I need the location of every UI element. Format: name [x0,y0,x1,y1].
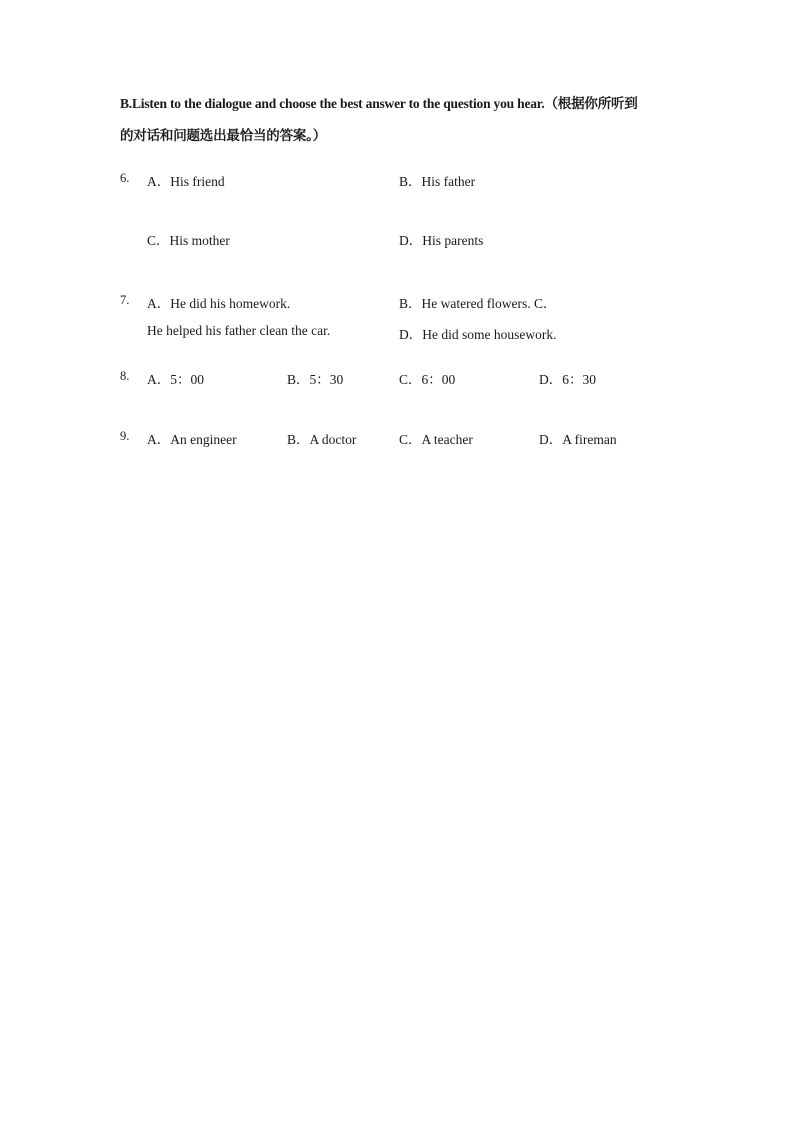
question-number: 8. [120,369,130,383]
section-heading-line-2: 的对话和问题选出最恰当的答案。） [120,128,327,143]
option-d: D．6：30 [539,372,596,387]
question-number: 7. [120,293,130,307]
option-b: B．A doctor [287,432,357,447]
option-a: A．His friend [147,174,225,189]
option-b: B．His father [399,174,476,189]
option-a: A．An engineer [147,432,237,447]
section-heading-line-1: B.Listen to the dialogue and choose the best answer to the question you hear.（根据你所听到 [120,96,638,111]
option-d: D．A fireman [539,432,617,447]
option-d: D．He did some housework. [399,327,557,342]
option-c: C．His mother [147,233,230,248]
option-c: C．A teacher [399,432,473,447]
option-c: He helped his father clean the car. [147,323,331,338]
question-number: 6. [120,171,130,185]
option-d: D．His parents [399,233,484,248]
option-c: C．6：00 [399,372,456,387]
option-b: B．He watered flowers. C． [399,296,557,311]
option-a: A．5：00 [147,372,204,387]
option-b: B．5：30 [287,372,344,387]
option-a: A．He did his homework. [147,296,291,311]
question-number: 9. [120,429,130,443]
